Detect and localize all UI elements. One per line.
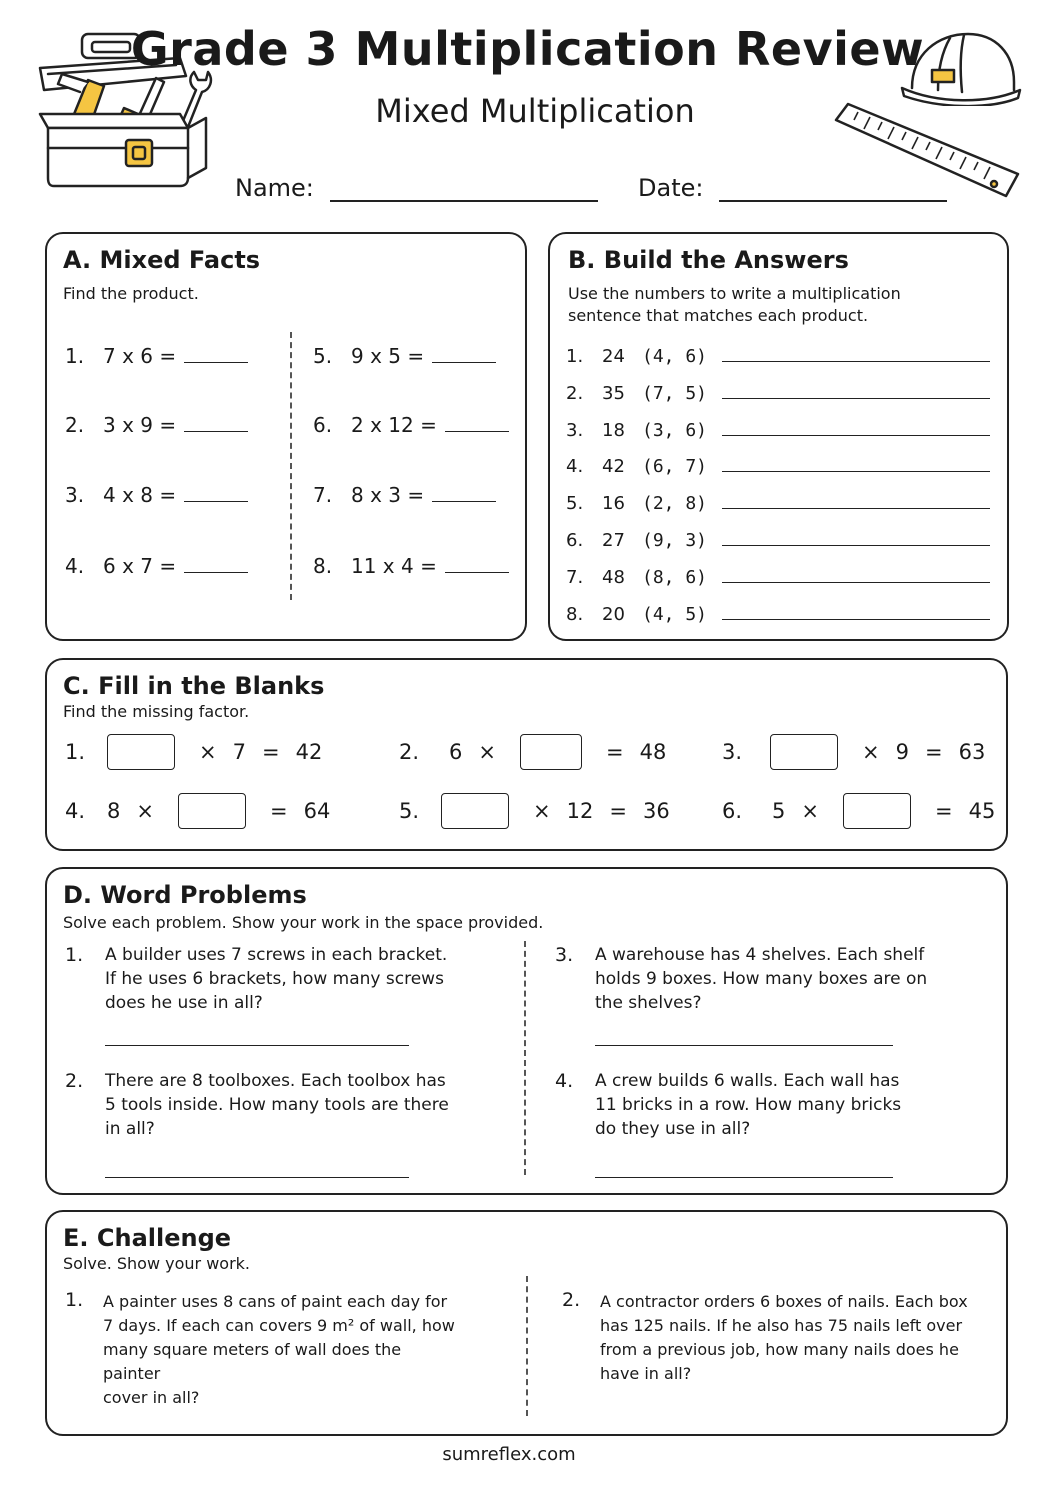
section-d-letter: D. xyxy=(63,881,93,909)
page-subtitle: Mixed Multiplication xyxy=(375,92,695,130)
answer-line[interactable] xyxy=(184,484,248,502)
fact-item: 6. 2 x 12 = xyxy=(313,413,509,437)
section-a-panel xyxy=(45,232,527,641)
section-d-panel xyxy=(45,867,1008,1195)
section-a-instructions: Find the product. xyxy=(63,284,199,303)
blank-item: 1. × 7 = 42 xyxy=(65,734,330,770)
blank-item: 5. × 12 = 36 xyxy=(399,793,678,829)
challenge-problem: 2. A contractor orders 6 boxes of nails. Each box has 125 nails. If he also has 75 nails left over from a previous job, how many nails does he have in all? xyxy=(562,1289,968,1383)
name-field xyxy=(235,172,598,202)
blank-item: 6. 5 × = 45 xyxy=(722,793,1003,829)
build-item: 8. 20 (4, 5) xyxy=(566,604,990,625)
build-item: 6. 27 (9, 3) xyxy=(566,530,990,551)
answer-line[interactable] xyxy=(445,555,509,573)
fact-item: 4. 6 x 7 = xyxy=(65,554,248,578)
word-problem: 2. There are 8 toolboxes. Each toolbox has 5 tools inside. How many tools are there in all? xyxy=(65,1069,485,1179)
date-label: Date: xyxy=(638,174,704,202)
fact-item: 3. 4 x 8 = xyxy=(65,483,248,507)
name-input-line[interactable] xyxy=(330,172,598,202)
section-a-title xyxy=(63,246,260,274)
section-c-instructions: Find the missing factor. xyxy=(63,702,250,721)
blank-item: 4. 8 × = 64 xyxy=(65,793,338,829)
section-b-panel xyxy=(548,232,1009,641)
answer-line[interactable] xyxy=(184,555,248,573)
section-c-letter: C. xyxy=(63,672,90,700)
section-b-letter: B. xyxy=(568,246,596,274)
name-label: Name: xyxy=(235,174,314,202)
section-b-instructions-2: sentence that matches each product. xyxy=(568,306,869,325)
footer-site: sumreflex.com xyxy=(442,1444,576,1465)
answer-line[interactable] xyxy=(595,1177,893,1178)
answer-box[interactable] xyxy=(107,734,175,770)
section-c-panel xyxy=(45,658,1008,851)
section-b-heading: Build the Answers xyxy=(603,246,849,274)
word-problem: 3. A warehouse has 4 shelves. Each shelf holds 9 boxes. How many boxes are on the shelves? xyxy=(555,943,975,1053)
answer-line[interactable] xyxy=(722,346,990,362)
date-field xyxy=(638,172,947,202)
answer-box[interactable] xyxy=(770,734,838,770)
answer-line[interactable] xyxy=(445,414,509,432)
build-item: 5. 16 (2, 8) xyxy=(566,493,990,514)
fact-item: 1. 7 x 6 = xyxy=(65,344,248,368)
fact-item: 5. 9 x 5 = xyxy=(313,344,496,368)
answer-line[interactable] xyxy=(432,484,496,502)
answer-line[interactable] xyxy=(595,1045,893,1046)
build-item: 4. 42 (6, 7) xyxy=(566,456,990,477)
section-e-panel xyxy=(45,1210,1008,1436)
fact-item: 2. 3 x 9 = xyxy=(65,413,248,437)
answer-line[interactable] xyxy=(432,345,496,363)
word-problem: 1. A builder uses 7 screws in each bracket. If he uses 6 brackets, how many screws does he use in all? xyxy=(65,943,485,1053)
section-a-divider xyxy=(290,332,292,600)
answer-line[interactable] xyxy=(722,604,990,620)
answer-box[interactable] xyxy=(843,793,911,829)
fact-item: 8. 11 x 4 = xyxy=(313,554,509,578)
answer-box[interactable] xyxy=(520,734,582,770)
answer-line[interactable] xyxy=(105,1045,409,1046)
section-d-title xyxy=(63,881,307,909)
section-e-title xyxy=(63,1224,231,1252)
section-a-heading: Mixed Facts xyxy=(99,246,261,274)
build-item: 2. 35 (7, 5) xyxy=(566,383,990,404)
section-b-title xyxy=(568,246,849,274)
answer-line[interactable] xyxy=(184,345,248,363)
fact-item: 7. 8 x 3 = xyxy=(313,483,496,507)
section-d-instructions: Solve each problem. Show your work in the space provided. xyxy=(63,913,544,932)
build-item: 3. 18 (3, 6) xyxy=(566,420,990,441)
section-c-title xyxy=(63,672,324,700)
answer-line[interactable] xyxy=(722,383,990,399)
section-b-instructions-1: Use the numbers to write a multiplication xyxy=(568,284,901,303)
build-item: 1. 24 (4, 6) xyxy=(566,346,990,367)
word-problem: 4. A crew builds 6 walls. Each wall has 11 bricks in a row. How many bricks do they use in all? xyxy=(555,1069,975,1179)
build-item: 7. 48 (8, 6) xyxy=(566,567,990,588)
section-e-letter: E. xyxy=(63,1224,89,1252)
answer-line[interactable] xyxy=(722,567,990,583)
section-d-divider xyxy=(524,941,526,1175)
answer-line[interactable] xyxy=(722,456,990,472)
answer-line[interactable] xyxy=(722,530,990,546)
answer-line[interactable] xyxy=(105,1177,409,1178)
blank-item: 3. × 9 = 63 xyxy=(722,734,993,770)
section-a-letter: A. xyxy=(63,246,92,274)
section-c-heading: Fill in the Blanks xyxy=(98,672,325,700)
challenge-problem: 1. A painter uses 8 cans of paint each day for 7 days. If each can covers 9 m² of wall, how many square meters of wall does the painter cover in all? xyxy=(65,1289,455,1407)
answer-box[interactable] xyxy=(178,793,246,829)
answer-line[interactable] xyxy=(722,420,990,436)
answer-line[interactable] xyxy=(184,414,248,432)
section-e-divider xyxy=(526,1276,528,1416)
date-input-line[interactable] xyxy=(719,172,947,202)
page-title: Grade 3 Multiplication Review xyxy=(130,22,925,76)
section-e-heading: Challenge xyxy=(96,1224,232,1252)
answer-box[interactable] xyxy=(441,793,509,829)
answer-line[interactable] xyxy=(722,493,990,509)
section-e-instructions: Solve. Show your work. xyxy=(63,1254,250,1273)
blank-item: 2. 6 × = 48 xyxy=(399,734,674,770)
section-d-heading: Word Problems xyxy=(100,881,307,909)
